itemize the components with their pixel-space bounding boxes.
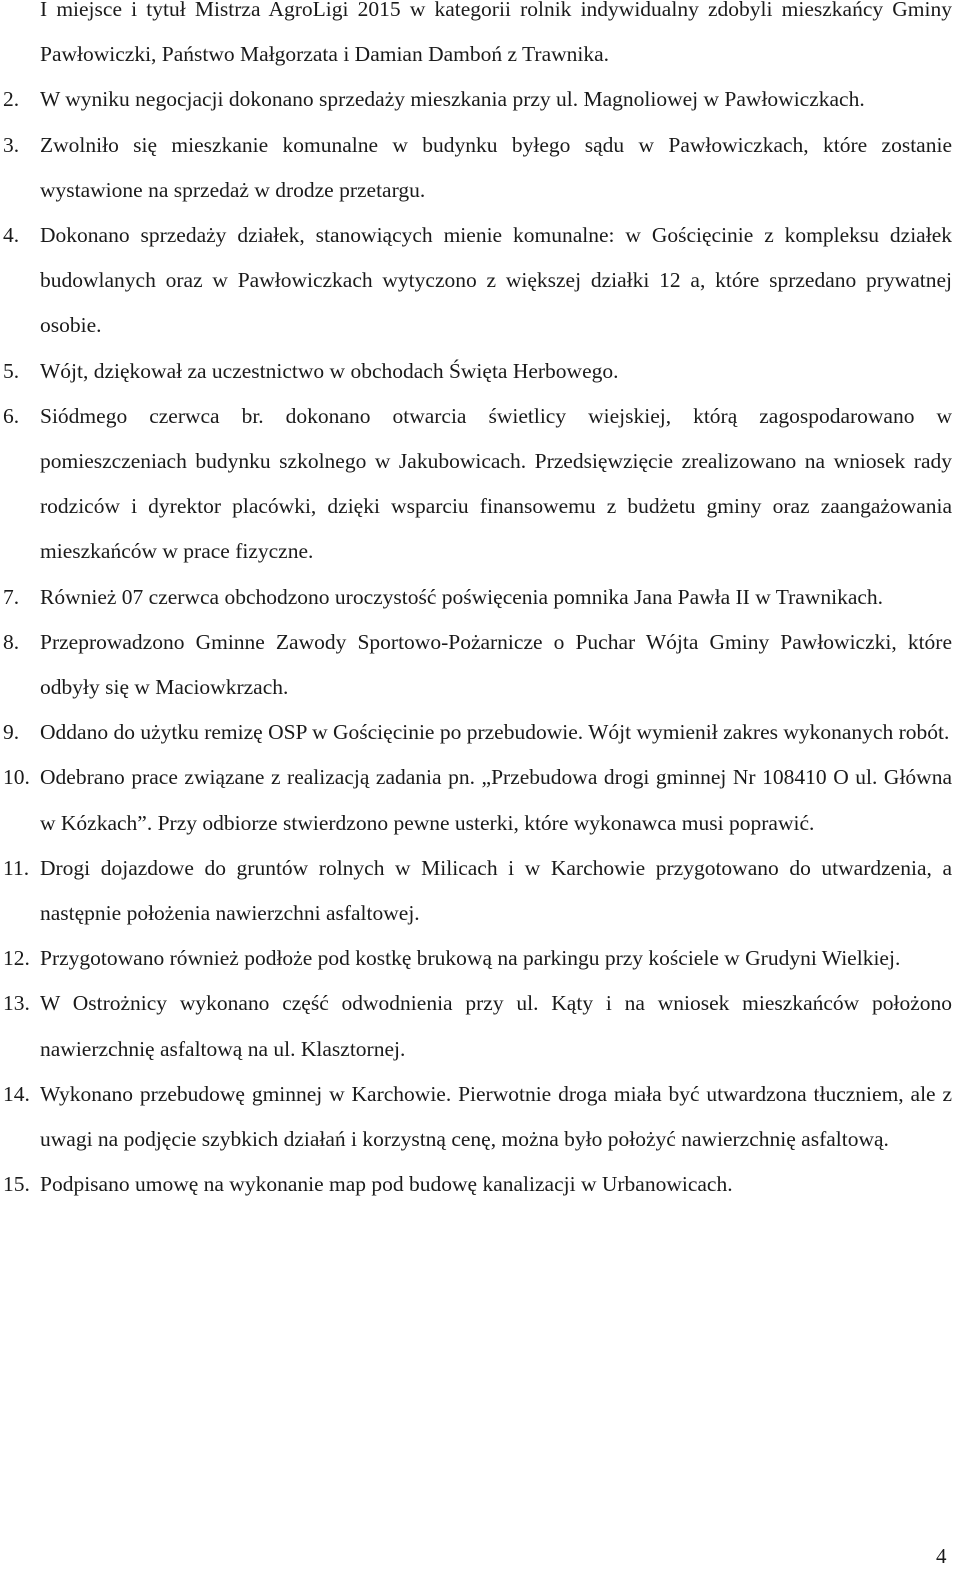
list-item-text: Drogi dojazdowe do gruntów rolnych w Milicach i w Karchowie przygotowano do utwardzenia, a następnie położenia nawierzchni asfaltowej.	[40, 855, 952, 926]
list-item	[0, 710, 960, 755]
list-item-text: Wójt, dziękował za uczestnictwo w obchodach Święta Herbowego.	[40, 358, 619, 383]
list-item	[0, 981, 960, 1071]
list-item	[0, 1162, 960, 1207]
list-item-text: Siódmego czerwca br. dokonano otwarcia świetlicy wiejskiej, którą zagospodarowano w pomieszczeniach budynku szkolnego w Jakubowicach. Przedsięwzięcie zrealizowano na wniosek rady rodziców i dyrektor placówki, dzięki wsparciu finansowemu z budżetu gminy oraz zaangażowania mieszkańców w prace fizyczne.	[40, 403, 952, 564]
list-item-text: Odebrano prace związane z realizacją zadania pn. „Przebudowa drogi gminnej Nr 108410 O ul. Główna w Kózkach”. Przy odbiorze stwierdzono pewne usterki, które wykonawca musi poprawić.	[40, 765, 952, 835]
list-item-number: 4.	[3, 223, 20, 248]
list-item-text: Oddano do użytku remizę OSP w Gościęcinie po przebudowie. Wójt wymienił zakres wykonanych robót.	[40, 720, 950, 745]
list-item	[0, 123, 960, 213]
list-item-text: Również 07 czerwca obchodzono uroczystość poświęcenia pomnika Jana Pawła II w Trawnikach.	[40, 584, 884, 609]
list-item	[0, 1072, 960, 1162]
list-item-number: 5.	[3, 358, 20, 383]
list-item-text: W Ostrożnicy wykonano część odwodnienia przy ul. Kąty i na wniosek mieszkańców położono nawierzchnię asfaltową na ul. Klasztornej.	[40, 991, 952, 1061]
list-item	[0, 575, 960, 620]
list-item-number: 3.	[3, 132, 20, 157]
list-item	[0, 394, 960, 575]
list-item-number: 9.	[3, 720, 20, 745]
list-item-number: 6.	[3, 403, 20, 428]
list-item-text: Przygotowano również podłoże pod kostkę brukową na parkingu przy kościele w Grudyni Wielkiej.	[40, 946, 901, 971]
list-item-number: 8.	[3, 629, 20, 654]
list-item-text: Zwolniło się mieszkanie komunalne w budynku byłego sądu w Pawłowiczkach, które zostanie wystawione na sprzedaż w drodze przetargu.	[40, 132, 952, 202]
list-item-number: 7.	[3, 584, 20, 609]
list-item	[0, 620, 960, 710]
list-item	[0, 349, 960, 394]
list-item	[0, 846, 960, 936]
list-item-text: Podpisano umowę na wykonanie map pod budowę kanalizacji w Urbanowicach.	[40, 1172, 733, 1197]
list-item-number: 14.	[3, 1081, 30, 1106]
list-item	[0, 77, 960, 122]
list-item-number: 10.	[3, 765, 30, 790]
list-item	[0, 755, 960, 845]
list-item	[0, 936, 960, 981]
list-item	[0, 213, 960, 349]
page-number: 4	[936, 1544, 947, 1568]
list-item-number: 15.	[3, 1172, 30, 1197]
list-item-text: Przeprowadzono Gminne Zawody Sportowo-Pożarnicze o Puchar Wójta Gminy Pawłowiczki, które odbyły się w Maciowkrzach.	[40, 629, 952, 700]
list-item-text: Dokonano sprzedaży działek, stanowiących mienie komunalne: w Gościęcinie z kompleksu działek budowlanych oraz w Pawłowiczkach wytyczono z większej działki 12 a, które sprzedano prywatnej osobie.	[40, 223, 952, 338]
list-item-number: 11.	[3, 855, 30, 880]
list-item-number: 13.	[3, 991, 30, 1016]
list-item-number: 2.	[3, 87, 20, 112]
list-item-text: Wykonano przebudowę gminnej w Karchowie. Pierwotnie droga miała być utwardzona tłuczniem, ale z uwagi na podjęcie szybkich działań i korzystną cenę, można było położyć nawierzchnię asfaltową.	[40, 1081, 952, 1152]
intro-paragraph: I miejsce i tytuł Mistrza AgroLigi 2015 w kategorii rolnik indywidualny zdobyli mieszkańcy Gminy Pawłowiczki, Państwo Małgorzata i Damian Damboń z Trawnika.	[40, 0, 952, 67]
list-item-number: 12.	[3, 946, 30, 971]
list-item-text: W wyniku negocjacji dokonano sprzedaży mieszkania przy ul. Magnoliowej w Pawłowiczkach.	[40, 87, 865, 112]
